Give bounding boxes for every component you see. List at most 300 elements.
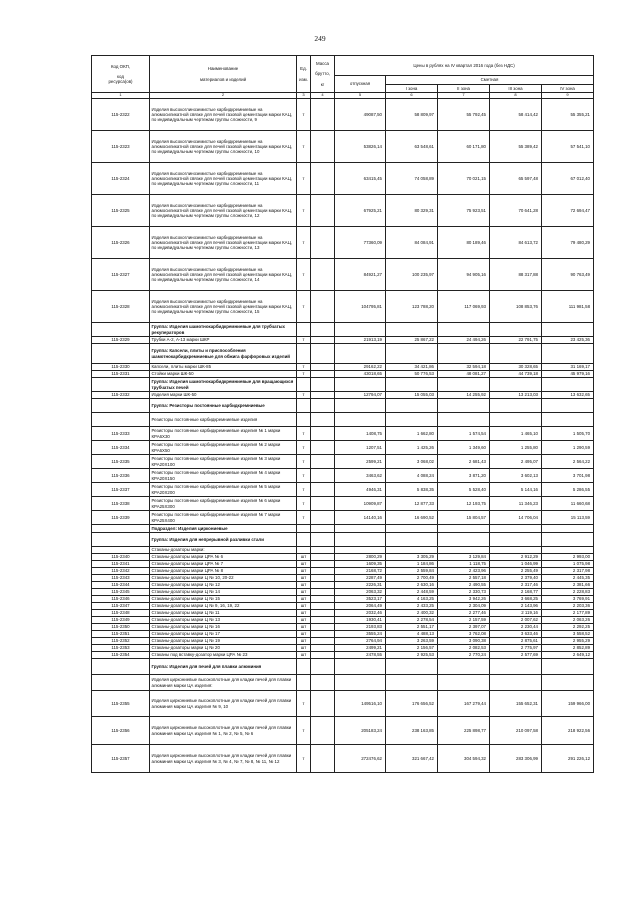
group-code-cell — [92, 323, 150, 337]
header-total: отпускная — [335, 76, 386, 93]
item-zone-2-price — [438, 547, 490, 554]
item-zone-1-price — [386, 413, 438, 427]
table-row — [92, 691, 594, 717]
item-zone-1-price: 1 662,80 — [386, 427, 438, 441]
item-price: 2064,49 — [335, 603, 386, 610]
item-code: 115-2352 — [92, 638, 150, 645]
empty-cell — [490, 323, 542, 337]
item-zone-1-price: 2 700,49 — [386, 575, 438, 582]
item-zone-3-price: 1 255,80 — [490, 441, 542, 455]
item-code: 115-2345 — [92, 589, 150, 596]
item-code: 115-2347 — [92, 603, 150, 610]
column-number: 4 — [311, 93, 335, 99]
item-zone-4-price: 2 177,89 — [542, 610, 594, 617]
item-code: 115-2340 — [92, 554, 150, 561]
item-zone-3-price: 2 143,96 — [490, 603, 542, 610]
item-mass — [311, 131, 335, 163]
item-mass — [311, 291, 335, 323]
header-price-title: Цены в рублях на IV квартал 2016 года (без НДС) — [335, 56, 594, 76]
item-code: 115-2328 — [92, 291, 150, 323]
group-row — [92, 323, 594, 337]
item-mass — [311, 227, 335, 259]
group-title: Группа: Изделия для печей для плавки алюминия — [150, 659, 297, 675]
item-zone-2-price: 117 069,93 — [438, 291, 490, 323]
item-unit: шт — [297, 568, 311, 575]
item-name: Изделия высокоглиноземистые карбидкремниевые на алюмосиликатной связке для печей газовой цементации марки КАЦ, по индивидуальным чертежам группы сложности, 10 — [150, 131, 297, 163]
group-title: Группа: Изделия шамотнокарбидкремниевые для вращающихся трубчатых печей — [150, 378, 297, 392]
group-title: Подраздел: Изделия циркониевые — [150, 525, 297, 533]
item-zone-3-price: 2 230,44 — [490, 624, 542, 631]
group-row — [92, 378, 594, 392]
item-zone-4-price: 1 505,70 — [542, 427, 594, 441]
item-code: 115-2348 — [92, 610, 150, 617]
item-zone-3-price: 65 597,48 — [490, 163, 542, 195]
item-zone-4-price: 3 558,52 — [542, 631, 594, 638]
item-price: 4946,31 — [335, 483, 386, 497]
item-mass — [311, 596, 335, 603]
item-price: 272476,62 — [335, 745, 386, 773]
item-zone-2-price: 3 129,84 — [438, 554, 490, 561]
item-zone-4-price: 55 355,21 — [542, 99, 594, 131]
item-zone-1-price — [386, 547, 438, 554]
item-zone-3-price: 2 775,97 — [490, 645, 542, 652]
item-zone-2-price: 2 277,46 — [438, 610, 490, 617]
item-price: 3555,24 — [335, 631, 386, 638]
item-zone-2-price — [438, 413, 490, 427]
empty-cell — [386, 323, 438, 337]
table-row — [92, 99, 594, 131]
price-table — [91, 55, 594, 773]
item-zone-2-price: 2 681,43 — [438, 455, 490, 469]
table-row — [92, 745, 594, 773]
item-code: 115-2324 — [92, 163, 150, 195]
item-zone-3-price: 11 346,23 — [490, 497, 542, 511]
item-unit: т — [297, 163, 311, 195]
item-price: 29162,22 — [335, 364, 386, 371]
item-unit — [297, 675, 311, 691]
item-zone-3-price: 2 317,46 — [490, 582, 542, 589]
item-zone-4-price: 1 075,98 — [542, 561, 594, 568]
item-code: 115-2356 — [92, 717, 150, 745]
item-name: Изделия высокоглиноземистые карбидкремниевые на алюмосиликатной связке для печей газовой цементации марки КАЦ, по индивидуальным чертежам группы сложности, 12 — [150, 195, 297, 227]
empty-cell — [490, 525, 542, 533]
empty-cell — [386, 525, 438, 533]
item-unit: т — [297, 371, 311, 378]
item-zone-1-price: 176 656,52 — [386, 691, 438, 717]
item-zone-1-price: 58 809,97 — [386, 99, 438, 131]
item-zone-4-price — [542, 413, 594, 427]
item-name: Стаканы-дозаторы марки ЦРА № 8 — [150, 568, 297, 575]
item-zone-3-price: 108 853,76 — [490, 291, 542, 323]
item-zone-2-price: 3 942,26 — [438, 596, 490, 603]
item-zone-3-price: 2 495,07 — [490, 455, 542, 469]
empty-cell — [335, 533, 386, 547]
item-zone-2-price: 1 349,60 — [438, 441, 490, 455]
item-zone-2-price: 15 804,57 — [438, 511, 490, 525]
group-title: Группа: Изделия шамотнокарбидкремниевые для трубчатых рекуператоров — [150, 323, 297, 337]
item-zone-1-price: 3 305,29 — [386, 554, 438, 561]
item-mass — [311, 582, 335, 589]
item-name: Стаканы-дозаторы марки Ц № 14 — [150, 589, 297, 596]
header-code: Код ОКП, код ресурса(ов) — [92, 56, 150, 93]
item-name: Изделия циркониевые высокоплотные для кладки печей для плавки алюминия марки ЦА изделия № 9, 10 — [150, 691, 297, 717]
item-mass — [311, 337, 335, 344]
item-code: 115-2330 — [92, 364, 150, 371]
item-zone-3-price: 283 306,99 — [490, 745, 542, 773]
item-zone-3-price — [490, 413, 542, 427]
item-zone-1-price: 5 838,35 — [386, 483, 438, 497]
item-zone-4-price: 2 063,26 — [542, 617, 594, 624]
item-zone-3-price: 210 097,58 — [490, 717, 542, 745]
item-name: Резисторы постоянные карбидкремниевые изделия № 6 марки КРА25Х300 — [150, 497, 297, 511]
item-zone-3-price: 30 328,65 — [490, 364, 542, 371]
item-mass — [311, 675, 335, 691]
item-mass — [311, 547, 335, 554]
item-price: 2193,83 — [335, 624, 386, 631]
item-zone-4-price: 23 425,36 — [542, 337, 594, 344]
item-zone-4-price: 2 852,89 — [542, 645, 594, 652]
item-zone-2-price: 2 157,59 — [438, 617, 490, 624]
item-code: 115-2346 — [92, 596, 150, 603]
table-row — [92, 131, 594, 163]
item-mass — [311, 717, 335, 745]
item-zone-4-price: 159 966,00 — [542, 691, 594, 717]
group-code-cell — [92, 659, 150, 675]
item-code: 115-2357 — [92, 745, 150, 773]
item-zone-3-price: 5 144,16 — [490, 483, 542, 497]
item-name: Стойки марки ШК-50 — [150, 371, 297, 378]
item-price: 2032,46 — [335, 610, 386, 617]
item-zone-1-price: 34 421,86 — [386, 364, 438, 371]
item-code: 115-2325 — [92, 195, 150, 227]
item-zone-1-price: 3 068,02 — [386, 455, 438, 469]
item-price: 84921,27 — [335, 259, 386, 291]
item-code: 115-2355 — [92, 691, 150, 717]
item-mass — [311, 99, 335, 131]
item-price: 149516,10 — [335, 691, 386, 717]
table-row — [92, 582, 594, 589]
empty-cell — [386, 399, 438, 413]
header-name: Наименование материалов и изделий — [150, 56, 297, 93]
empty-cell — [311, 525, 335, 533]
item-mass — [311, 568, 335, 575]
empty-cell — [335, 323, 386, 337]
item-name: Изделия марки ШК-50 — [150, 392, 297, 399]
item-name: Резисторы постоянные карбидкремниевые изделия — [150, 413, 297, 427]
item-zone-4-price: 291 226,12 — [542, 745, 594, 773]
header-zone-4: IV зона — [542, 85, 594, 93]
table-row — [92, 455, 594, 469]
item-mass — [311, 638, 335, 645]
item-zone-3-price: 155 652,31 — [490, 691, 542, 717]
table-row — [92, 638, 594, 645]
item-unit: шт — [297, 631, 311, 638]
item-zone-2-price: 2 330,73 — [438, 589, 490, 596]
item-zone-1-price: 25 867,22 — [386, 337, 438, 344]
empty-cell — [297, 378, 311, 392]
item-unit: т — [297, 131, 311, 163]
empty-cell — [311, 344, 335, 364]
item-mass — [311, 691, 335, 717]
item-code: 115-2338 — [92, 497, 150, 511]
item-zone-1-price: 4 163,25 — [386, 596, 438, 603]
group-title: Группа: Изделия для непрерывной разливки стали — [150, 533, 297, 547]
item-zone-2-price: 70 021,15 — [438, 163, 490, 195]
item-zone-1-price: 15 055,03 — [386, 392, 438, 399]
item-zone-2-price — [438, 675, 490, 691]
item-zone-2-price: 167 279,44 — [438, 691, 490, 717]
item-zone-4-price: 2 292,25 — [542, 624, 594, 631]
group-code-cell — [92, 525, 150, 533]
empty-cell — [311, 399, 335, 413]
item-name: Изделия циркониевые высокоплотные для кладки печей для плавки алюминия марки ЦА изделия № 1, № 2, № 5, № 6 — [150, 717, 297, 745]
item-name: Стаканы-дозаторы марки ЦРА № 7 — [150, 561, 297, 568]
item-zone-4-price: 3 701,98 — [542, 469, 594, 483]
item-zone-2-price: 3 871,20 — [438, 469, 490, 483]
table-row — [92, 227, 594, 259]
table-row — [92, 589, 594, 596]
item-zone-3-price: 55 389,42 — [490, 131, 542, 163]
item-mass — [311, 589, 335, 596]
item-zone-2-price: 225 898,77 — [438, 717, 490, 745]
item-price: 205183,24 — [335, 717, 386, 745]
item-unit: т — [297, 364, 311, 371]
item-mass — [311, 603, 335, 610]
item-mass — [311, 617, 335, 624]
item-code: 115-2335 — [92, 455, 150, 469]
item-zone-3-price: 3 668,25 — [490, 596, 542, 603]
empty-cell — [542, 344, 594, 364]
item-zone-4-price: 2 381,66 — [542, 582, 594, 589]
item-zone-2-price: 1 574,54 — [438, 427, 490, 441]
item-zone-4-price: 13 632,65 — [542, 392, 594, 399]
item-unit: шт — [297, 624, 311, 631]
item-mass — [311, 364, 335, 371]
column-number: 7 — [438, 93, 490, 99]
group-row — [92, 525, 594, 533]
item-price: 3463,62 — [335, 469, 386, 483]
item-mass — [311, 561, 335, 568]
header-zone-3: III зона — [490, 85, 542, 93]
item-unit: т — [297, 441, 311, 455]
item-price: 53826,14 — [335, 131, 386, 163]
item-unit: т — [297, 291, 311, 323]
item-unit: шт — [297, 638, 311, 645]
table-row — [92, 547, 594, 554]
empty-cell — [297, 344, 311, 364]
item-zone-1-price: 100 235,97 — [386, 259, 438, 291]
empty-cell — [438, 659, 490, 675]
column-number: 6 — [386, 93, 438, 99]
item-price: 2478,55 — [335, 652, 386, 659]
item-mass — [311, 195, 335, 227]
item-zone-2-price: 3 090,38 — [438, 638, 490, 645]
item-name: Стаканы-дозаторы марки Ц № 19 — [150, 638, 297, 645]
item-zone-1-price: 80 329,31 — [386, 195, 438, 227]
page-number: 249 — [314, 34, 326, 43]
item-name: Резисторы постоянные карбидкремниевые изделия № 2 марки КРА6Х50 — [150, 441, 297, 455]
empty-cell — [542, 525, 594, 533]
item-mass — [311, 511, 335, 525]
item-zone-1-price: 2 433,25 — [386, 603, 438, 610]
item-name: Изделия высокоглиноземистые карбидкремниевые на алюмосиликатной связке для печей газовой цементации марки КАЦ, по индивидуальным чертежам группы сложности, 14 — [150, 259, 297, 291]
item-zone-2-price: 1 118,75 — [438, 561, 490, 568]
item-unit: т — [297, 227, 311, 259]
empty-cell — [386, 533, 438, 547]
empty-cell — [297, 533, 311, 547]
item-unit: шт — [297, 554, 311, 561]
item-zone-4-price: 218 922,56 — [542, 717, 594, 745]
table-row — [92, 575, 594, 582]
item-code: 115-2326 — [92, 227, 150, 259]
item-zone-2-price: 2 082,53 — [438, 645, 490, 652]
column-number: 1 — [92, 93, 150, 99]
column-number: 9 — [542, 93, 594, 99]
item-code: 115-2349 — [92, 617, 150, 624]
item-price: 21913,19 — [335, 337, 386, 344]
item-zone-2-price: 12 193,75 — [438, 497, 490, 511]
empty-cell — [335, 659, 386, 675]
item-zone-1-price: 2 559,84 — [386, 568, 438, 575]
item-mass — [311, 483, 335, 497]
table-row — [92, 392, 594, 399]
item-zone-3-price: 2 168,77 — [490, 589, 542, 596]
item-zone-2-price: 5 528,40 — [438, 483, 490, 497]
item-zone-1-price: 2 630,16 — [386, 582, 438, 589]
item-zone-1-price: 1 184,86 — [386, 561, 438, 568]
item-mass — [311, 469, 335, 483]
table-row — [92, 511, 594, 525]
item-unit: т — [297, 497, 311, 511]
header-zone-1: I зона — [386, 85, 438, 93]
item-zone-1-price: 1 425,26 — [386, 441, 438, 455]
item-zone-1-price: 321 667,42 — [386, 745, 438, 773]
empty-cell — [335, 344, 386, 364]
item-name: Стаканы под вставку-дозатор марки ЦРА № 23 — [150, 652, 297, 659]
empty-cell — [438, 378, 490, 392]
item-name: Изделия циркониевые высокоплотные для кладки печей для плавки алюминия марки ЦА изделия: — [150, 675, 297, 691]
table-row — [92, 195, 594, 227]
table-row — [92, 291, 594, 323]
empty-cell — [386, 344, 438, 364]
item-zone-3-price: 88 317,88 — [490, 259, 542, 291]
item-unit: шт — [297, 596, 311, 603]
empty-cell — [542, 533, 594, 547]
group-code-cell — [92, 378, 150, 392]
item-zone-3-price: 70 641,28 — [490, 195, 542, 227]
empty-cell — [311, 378, 335, 392]
item-code: 115-2336 — [92, 469, 150, 483]
item-code: 115-2344 — [92, 582, 150, 589]
header-unit: Ед. изм. — [297, 56, 311, 93]
item-zone-4-price: 2 955,29 — [542, 638, 594, 645]
empty-cell — [438, 323, 490, 337]
item-zone-4-price: 11 660,68 — [542, 497, 594, 511]
item-name: Стаканы-дозаторы марки Ц № 16 — [150, 624, 297, 631]
item-zone-4-price: 72 694,47 — [542, 195, 594, 227]
header-mass: Масса брутто, кг — [311, 56, 335, 93]
item-name: Стаканы-дозаторы марки Ц № 13 — [150, 617, 297, 624]
item-code — [92, 547, 150, 554]
item-zone-1-price: 123 788,20 — [386, 291, 438, 323]
item-mass — [311, 624, 335, 631]
table-row — [92, 603, 594, 610]
table-row — [92, 469, 594, 483]
empty-cell — [542, 399, 594, 413]
item-zone-4-price: 79 480,29 — [542, 227, 594, 259]
item-zone-1-price: 16 690,52 — [386, 511, 438, 525]
item-price: 1609,35 — [335, 561, 386, 568]
item-zone-3-price: 14 706,04 — [490, 511, 542, 525]
item-zone-4-price: 111 981,58 — [542, 291, 594, 323]
empty-cell — [335, 378, 386, 392]
item-zone-1-price: 2 156,57 — [386, 645, 438, 652]
empty-cell — [542, 659, 594, 675]
empty-cell — [311, 323, 335, 337]
empty-cell — [297, 525, 311, 533]
column-number: 5 — [335, 93, 386, 99]
item-zone-3-price: 22 791,75 — [490, 337, 542, 344]
item-zone-3-price — [490, 675, 542, 691]
item-name: Стаканы-дозаторы марки Ц № 15 — [150, 596, 297, 603]
item-zone-3-price: 84 613,72 — [490, 227, 542, 259]
item-code: 115-2353 — [92, 645, 150, 652]
item-zone-1-price: 84 084,91 — [386, 227, 438, 259]
item-zone-2-price: 55 792,45 — [438, 99, 490, 131]
item-zone-2-price: 2 490,55 — [438, 582, 490, 589]
table-row — [92, 337, 594, 344]
item-unit: т — [297, 717, 311, 745]
item-price: 14140,16 — [335, 511, 386, 525]
item-zone-4-price: 2 203,36 — [542, 603, 594, 610]
table-row — [92, 371, 594, 378]
item-name: Резисторы постоянные карбидкремниевые изделия № 7 марки КРА25Х400 — [150, 511, 297, 525]
group-code-cell — [92, 344, 150, 364]
item-price: 104795,81 — [335, 291, 386, 323]
item-code: 115-2331 — [92, 371, 150, 378]
item-price: 2226,31 — [335, 582, 386, 589]
table-row — [92, 413, 594, 427]
item-name: Изделия высокоглиноземистые карбидкремниевые на алюмосиликатной связке для печей газовой цементации марки КАЦ, по индивидуальным чертежам группы сложности, 13 — [150, 227, 297, 259]
item-unit: т — [297, 427, 311, 441]
empty-cell — [386, 659, 438, 675]
item-mass — [311, 427, 335, 441]
empty-cell — [311, 659, 335, 675]
item-zone-2-price: 2 397,07 — [438, 624, 490, 631]
table-row — [92, 631, 594, 638]
item-name: Резисторы постоянные карбидкремниевые изделия № 5 марки КРА20Х200 — [150, 483, 297, 497]
empty-cell — [542, 378, 594, 392]
item-zone-2-price: 32 594,18 — [438, 364, 490, 371]
item-price — [335, 413, 386, 427]
empty-cell — [490, 399, 542, 413]
header-incl: Сметная — [386, 76, 594, 85]
table-row — [92, 441, 594, 455]
group-code-cell — [92, 533, 150, 547]
item-unit: т — [297, 392, 311, 399]
empty-cell — [490, 659, 542, 675]
item-zone-2-price: 3 762,08 — [438, 631, 490, 638]
table-row — [92, 259, 594, 291]
table-row — [92, 427, 594, 441]
empty-cell — [297, 659, 311, 675]
item-zone-2-price: 2 423,96 — [438, 568, 490, 575]
group-code-cell — [92, 399, 150, 413]
table-row — [92, 497, 594, 511]
item-name: Стаканы-дозаторы марки Ц № 20 — [150, 645, 297, 652]
item-price: 2168,72 — [335, 568, 386, 575]
table-row — [92, 596, 594, 603]
